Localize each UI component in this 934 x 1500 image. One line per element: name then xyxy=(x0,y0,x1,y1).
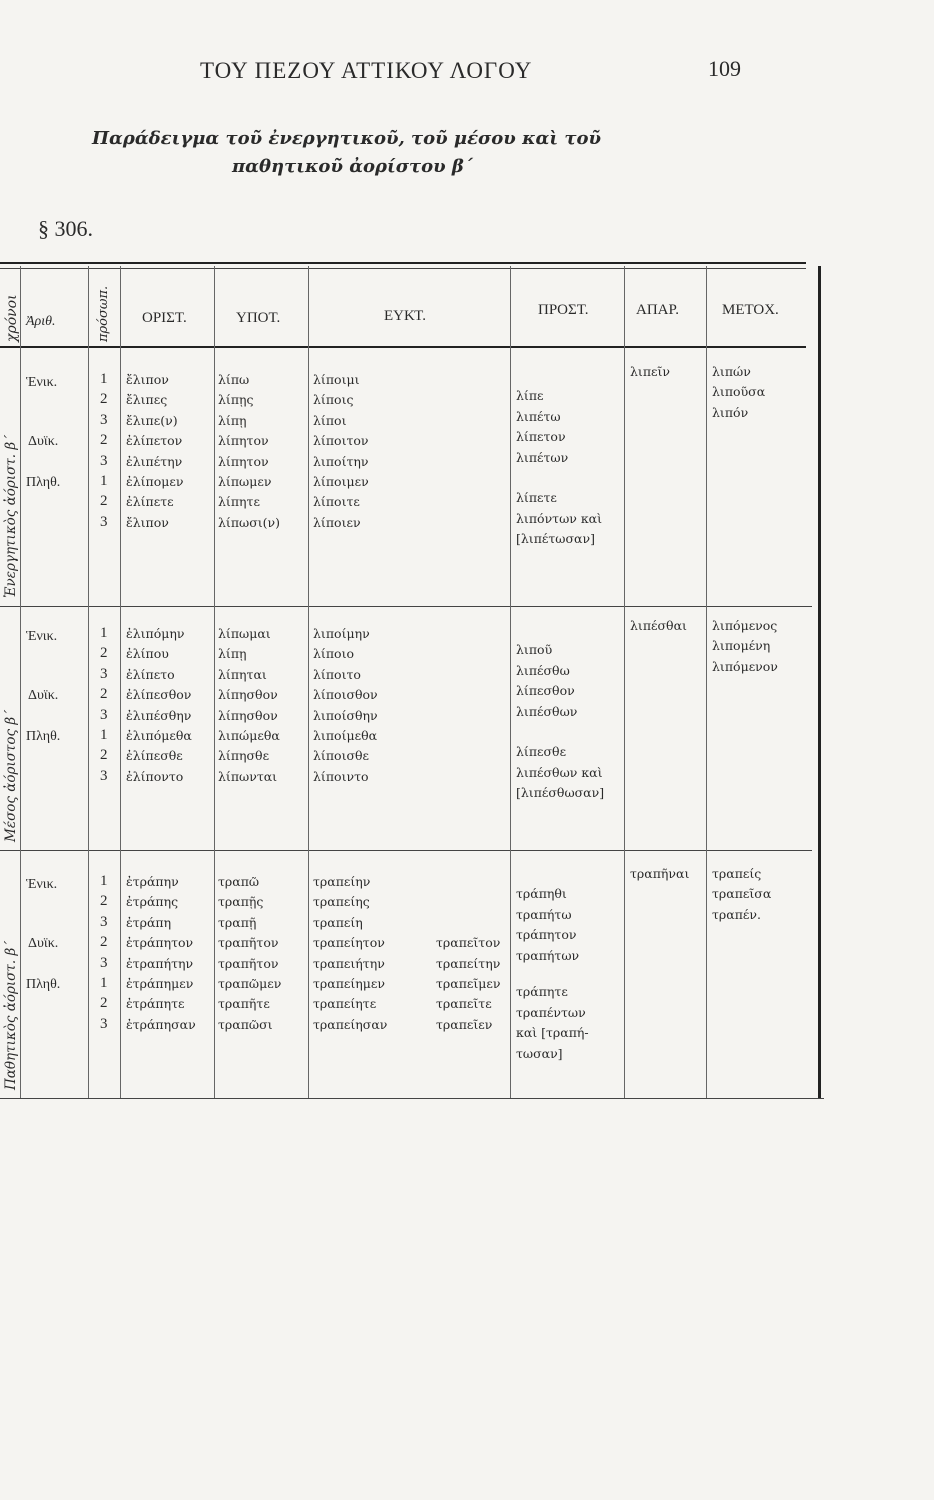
number-label-plural: Πληθ. xyxy=(26,977,61,992)
optative-form: τραπείημεν xyxy=(313,976,385,991)
imperative-form: λιπέτω xyxy=(516,408,561,424)
person-number: 2 xyxy=(100,934,108,951)
title-line-2: παθητικοῦ ἀορίστου β´ xyxy=(232,156,473,177)
table-right-rule xyxy=(818,266,821,1098)
subjunctive-form: λίπῃ xyxy=(218,412,247,428)
page-number: 109 xyxy=(708,56,741,81)
title-line-1: Παράδειγμα τοῦ ἐνεργητικοῦ, τοῦ μέσου καὶ τοῦ xyxy=(92,128,601,149)
optative-form: λίποισθε xyxy=(313,748,369,764)
optative-form: τραπείη xyxy=(313,914,363,930)
indicative-form: ἐτράπην xyxy=(126,874,179,889)
col-rule-person xyxy=(120,266,121,1098)
header-person: πρόσωπ. xyxy=(96,285,111,342)
conjugation-table xyxy=(0,262,824,1102)
header-imperative: ΠΡΟΣΤ. xyxy=(538,302,589,318)
imperative-form: λίπε xyxy=(516,388,544,404)
person-number: 3 xyxy=(100,954,108,971)
header-indicative: ΟΡΙΣΤ. xyxy=(142,310,187,326)
subjunctive-form: λίπητον xyxy=(218,433,269,449)
optative-alt-form: τραπείτην xyxy=(436,955,501,971)
optative-form: λίποισθον xyxy=(313,687,378,703)
imperative-form: [λιπέτωσαν] xyxy=(516,531,595,547)
imperative-form: λιπέσθω xyxy=(516,662,570,678)
optative-form: τραπείητε xyxy=(313,996,377,1012)
section-label: Παθητικὸς ἀόριστ. β´ xyxy=(3,941,19,1090)
section-rule-2 xyxy=(0,850,812,851)
person-number: 1 xyxy=(100,473,108,489)
optative-form: τραπείην xyxy=(313,874,371,889)
participle-form: τραπείς xyxy=(712,866,762,881)
indicative-form: ἐλίπετο xyxy=(126,666,175,682)
person-number: 2 xyxy=(100,686,108,703)
optative-alt-form: τραπεῖεν xyxy=(436,1016,493,1032)
imperative-form: λίπετον xyxy=(516,429,566,445)
optative-form: λίποις xyxy=(313,392,354,408)
subjunctive-form: τραπῆτον xyxy=(218,955,279,971)
person-number: 2 xyxy=(100,432,108,449)
optative-alt-form: τραπεῖτε xyxy=(436,996,492,1012)
imperative-form: τράπητον xyxy=(516,927,577,943)
person-number: 2 xyxy=(100,893,108,910)
indicative-form: ἐλιπόμεθα xyxy=(126,728,192,743)
col-rule-subjunctive xyxy=(308,266,309,1098)
indicative-form: ἔλιπες xyxy=(126,392,168,408)
optative-form: λίποιτο xyxy=(313,666,361,682)
section-label: Ἐνεργητικὸς ἀόριστ. β´ xyxy=(3,435,19,598)
imperative-form: τράπητε xyxy=(516,984,568,1000)
person-number: 1 xyxy=(100,371,108,387)
person-number: 2 xyxy=(100,645,108,662)
indicative-form: ἐτράπητε xyxy=(126,996,185,1012)
optative-form: λίποιτον xyxy=(313,433,369,449)
optative-form: λίποιντο xyxy=(313,768,369,784)
indicative-form: ἐλίπεσθον xyxy=(126,687,192,703)
person-number: 2 xyxy=(100,995,108,1012)
subjunctive-form: τραπῆτε xyxy=(218,996,270,1012)
indicative-form: ἐλιπόμην xyxy=(126,626,185,641)
subjunctive-form: λιπώμεθα xyxy=(218,728,280,743)
optative-alt-form: τραπεῖμεν xyxy=(436,976,501,991)
person-number: 1 xyxy=(100,873,108,889)
subjunctive-form: λίπητε xyxy=(218,494,260,510)
optative-form: λίποι xyxy=(313,412,347,428)
imperative-form: λιποῦ xyxy=(516,642,553,658)
person-number: 2 xyxy=(100,493,108,510)
person-number: 3 xyxy=(100,665,108,682)
header-participle: ΜΕΤΟΧ. xyxy=(722,302,779,318)
optative-form: λιποίτην xyxy=(313,453,369,469)
imperative-form: λιπέσθων καὶ xyxy=(516,764,603,780)
indicative-form: ἐλίπετον xyxy=(126,433,183,449)
subjunctive-form: λίπηται xyxy=(218,666,267,682)
person-number: 1 xyxy=(100,975,108,991)
imperative-form: τωσαν] xyxy=(516,1045,563,1061)
indicative-form: ἐλίπου xyxy=(126,646,169,662)
subjunctive-form: τραπῇ xyxy=(218,914,257,930)
participle-form: λιπόμενον xyxy=(712,658,778,674)
indicative-form: ἐτράπη xyxy=(126,914,172,930)
optative-form: τραπείης xyxy=(313,894,370,910)
subjunctive-form: λίπῃ xyxy=(218,646,247,662)
person-number: 3 xyxy=(100,1015,108,1032)
participle-form: λιπόμενος xyxy=(712,618,778,633)
number-label-dual: Δυϊκ. xyxy=(28,434,59,450)
optative-form: τραπείησαν xyxy=(313,1016,388,1032)
section-label: Μέσος ἀόριστος β´ xyxy=(3,710,19,842)
imperative-form: τραπέντων xyxy=(516,1004,586,1020)
person-number: 2 xyxy=(100,391,108,408)
imperative-form: λιπέσθων xyxy=(516,703,578,719)
participle-form: λιπόν xyxy=(712,404,749,420)
imperative-form: λιπόντων καὶ xyxy=(516,510,602,526)
col-rule-indicative xyxy=(214,266,215,1098)
person-number: 3 xyxy=(100,452,108,469)
section-number: § 306. xyxy=(38,216,93,241)
number-label-dual: Δυϊκ. xyxy=(28,936,59,952)
table-bottom-rule xyxy=(0,1098,824,1099)
subjunctive-form: τραπῇς xyxy=(218,894,264,910)
number-label-singular: Ἑνικ. xyxy=(26,629,58,644)
subjunctive-form: λίπωμεν xyxy=(218,474,272,489)
subjunctive-form: λίπησθον xyxy=(218,707,278,723)
participle-form: τραπεῖσα xyxy=(712,886,772,902)
subjunctive-form: λίπω xyxy=(218,372,250,387)
subjunctive-form: λίπωσι(ν) xyxy=(218,514,281,530)
person-number: 1 xyxy=(100,727,108,743)
imperative-form: τραπήτων xyxy=(516,947,580,963)
number-label-dual: Δυϊκ. xyxy=(28,688,59,704)
subjunctive-form: λίπωμαι xyxy=(218,626,271,641)
imperative-form: λίπεσθε xyxy=(516,744,567,760)
subjunctive-form: λίπωνται xyxy=(218,768,278,784)
indicative-form: ἐλιπέσθην xyxy=(126,707,192,723)
optative-form: λιποίμεθα xyxy=(313,728,378,743)
infinitive-form: λιπεῖν xyxy=(630,364,671,379)
indicative-form: ἔλιπον xyxy=(126,514,169,530)
indicative-form: ἐλίπομεν xyxy=(126,474,184,489)
participle-form: λιπομένη xyxy=(712,638,771,654)
imperative-form: λιπέτων xyxy=(516,449,569,465)
indicative-form: ἐλίπετε xyxy=(126,494,174,510)
indicative-form: ἐλίποντο xyxy=(126,768,184,784)
optative-form: λίποιτε xyxy=(313,494,360,510)
indicative-form: ἐτραπήτην xyxy=(126,955,194,971)
number-label-plural: Πληθ. xyxy=(26,729,61,744)
number-label-singular: Ἑνικ. xyxy=(26,877,58,892)
header-optative: ΕΥΚΤ. xyxy=(384,308,426,324)
subjunctive-form: λίπητον xyxy=(218,453,269,469)
participle-form: λιπών xyxy=(712,364,751,379)
running-head: ΤΟΥ ΠΕΖΟΥ ΑΤΤΙΚΟΥ ΛΟΓΟΥ xyxy=(200,58,533,83)
person-number: 3 xyxy=(100,706,108,723)
col-rule-optative xyxy=(510,266,511,1098)
subjunctive-form: τραπῶσι xyxy=(218,1016,273,1032)
indicative-form: ἐτράπημεν xyxy=(126,976,194,991)
infinitive-form: τραπῆναι xyxy=(630,866,690,881)
imperative-form: τραπήτω xyxy=(516,906,572,922)
imperative-form: [λιπέσθωσαν] xyxy=(516,785,605,801)
person-number: 3 xyxy=(100,513,108,530)
optative-form: λίποιμι xyxy=(313,372,360,387)
person-number: 1 xyxy=(100,625,108,641)
subjunctive-form: τραπῆτον xyxy=(218,935,279,951)
indicative-form: ἔλιπον xyxy=(126,372,169,387)
subjunctive-form: λίπῃς xyxy=(218,392,254,408)
imperative-form: λίπετε xyxy=(516,490,557,506)
indicative-form: ἔλιπε(ν) xyxy=(126,412,178,428)
col-rule-infinitive xyxy=(706,266,707,1098)
person-number: 3 xyxy=(100,411,108,428)
number-label-singular: Ἑνικ. xyxy=(26,375,58,390)
col-rule-imperative xyxy=(624,266,625,1098)
person-number: 3 xyxy=(100,913,108,930)
imperative-form: καὶ [τραπή- xyxy=(516,1025,589,1041)
col-rule-number xyxy=(88,266,89,1098)
subjunctive-form: τραπῶμεν xyxy=(218,976,282,991)
optative-form: λιποίσθην xyxy=(313,707,378,723)
indicative-form: ἐλιπέτην xyxy=(126,453,183,469)
subjunctive-form: τραπῶ xyxy=(218,874,260,889)
participle-form: τραπέν. xyxy=(712,906,761,922)
optative-form: τραπειήτην xyxy=(313,955,385,971)
subjunctive-form: λίπησθον xyxy=(218,687,278,703)
number-label-plural: Πληθ. xyxy=(26,475,61,490)
optative-form: τραπείητον xyxy=(313,935,385,951)
optative-form: λίποιεν xyxy=(313,514,361,530)
person-number: 3 xyxy=(100,767,108,784)
subjunctive-form: λίπησθε xyxy=(218,748,270,764)
indicative-form: ἐτράπης xyxy=(126,894,179,910)
optative-form: λίποιμεν xyxy=(313,474,369,489)
indicative-form: ἐτράπησαν xyxy=(126,1016,196,1032)
participle-form: λιποῦσα xyxy=(712,384,766,400)
optative-form: λιποίμην xyxy=(313,626,370,641)
header-chronos: χρόνοι xyxy=(4,294,20,342)
table-top-rule xyxy=(0,262,806,264)
optative-alt-form: τραπεῖτον xyxy=(436,935,501,951)
section-rule-1 xyxy=(0,606,812,607)
imperative-form: τράπηθι xyxy=(516,886,567,902)
imperative-form: λίπεσθον xyxy=(516,683,575,699)
header-infinitive: ΑΠΑΡ. xyxy=(636,302,679,318)
header-subjunctive: ΥΠΟΤ. xyxy=(236,310,281,326)
indicative-form: ἐτράπητον xyxy=(126,935,194,951)
col-rule-chronos xyxy=(20,266,21,1098)
person-number: 2 xyxy=(100,747,108,764)
optative-form: λίποιο xyxy=(313,646,354,662)
indicative-form: ἐλίπεσθε xyxy=(126,748,183,764)
infinitive-form: λιπέσθαι xyxy=(630,618,687,633)
header-number: Ἀριθ. xyxy=(26,314,56,329)
